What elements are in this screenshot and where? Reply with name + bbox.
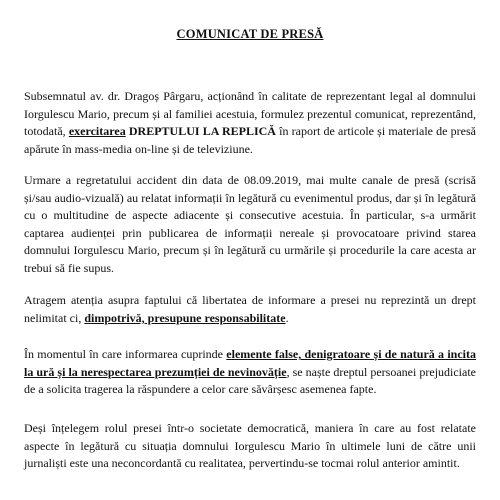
document-title: COMUNICAT DE PRESĂ	[176, 27, 324, 41]
paragraph-intro	[24, 88, 476, 158]
paragraph-false-elements-emphasis: elemente false, denigratoare și de natură a incita la ură și la nerespectarea prezumției de nevinovăție	[24, 347, 476, 379]
paragraph-press-role: Deși înțelegem rolul presei într-o societate democratică, maniera în care au fost relatate aspecte în legătură cu situația domnului Iorgulescu Mario în ultimele luni de către unii jurnaliști este una neconcordantă cu realitatea, pervertindu-se tocmai rolul anterior amintit.	[24, 421, 476, 471]
paragraph-intro-text: Subsemnatul av. dr. Dragoș Pârgaru, acționând în calitate de reprezentant legal al domnului Iorgulescu Mario, precum și al familiei acestuia, formulez prezentul comunicat, reprezentând, totodată,	[24, 89, 476, 139]
paragraph-intro-emphasis-drept: DREPTULUI LA REPLICĂ	[125, 124, 276, 139]
paragraph-freedom	[24, 292, 476, 327]
paragraph-false-elements-text: În momentul în care informarea cuprinde	[24, 347, 227, 361]
paragraph-freedom-text: Atragem atenția asupra faptului că libertatea de informare a presei nu reprezintă un drept nelimitat ci,	[24, 293, 476, 325]
paragraph-accident: Urmare a regretatului accident din data de 08.09.2019, mai multe canale de presă (scrisă și/sau audio-vizuală) au relatat informații în legătură cu evenimentul produs, dar și în legătură cu o multitudine de aspecte adiacente și consecutive acestuia. În particular, s-a urmărit captarea audienței prin publicarea de informații nereale și provocatoare privind starea domnului Iorgulescu Mario, precum și în legătură cu urmările și procedurile la care acesta ar trebui să fie supus.	[24, 173, 476, 275]
paragraph-intro-emphasis-exercitarea: exercitarea	[68, 124, 126, 139]
paragraph-false-elements-end: , se naște dreptul persoanei prejudiciate de a solicita tragerea la răspundere a celor care săvârșesc asemenea fapte.	[24, 364, 477, 397]
paragraph-freedom-emphasis: dimpotrivă, presupune responsabilitate	[84, 310, 286, 325]
paragraph-freedom-end: .	[285, 310, 289, 325]
paragraph-false-elements	[24, 346, 476, 399]
paragraph-intro-text-end: în raport de articole și materiale de presă apărute în mass-media on-line și de televiziune.	[24, 124, 476, 156]
